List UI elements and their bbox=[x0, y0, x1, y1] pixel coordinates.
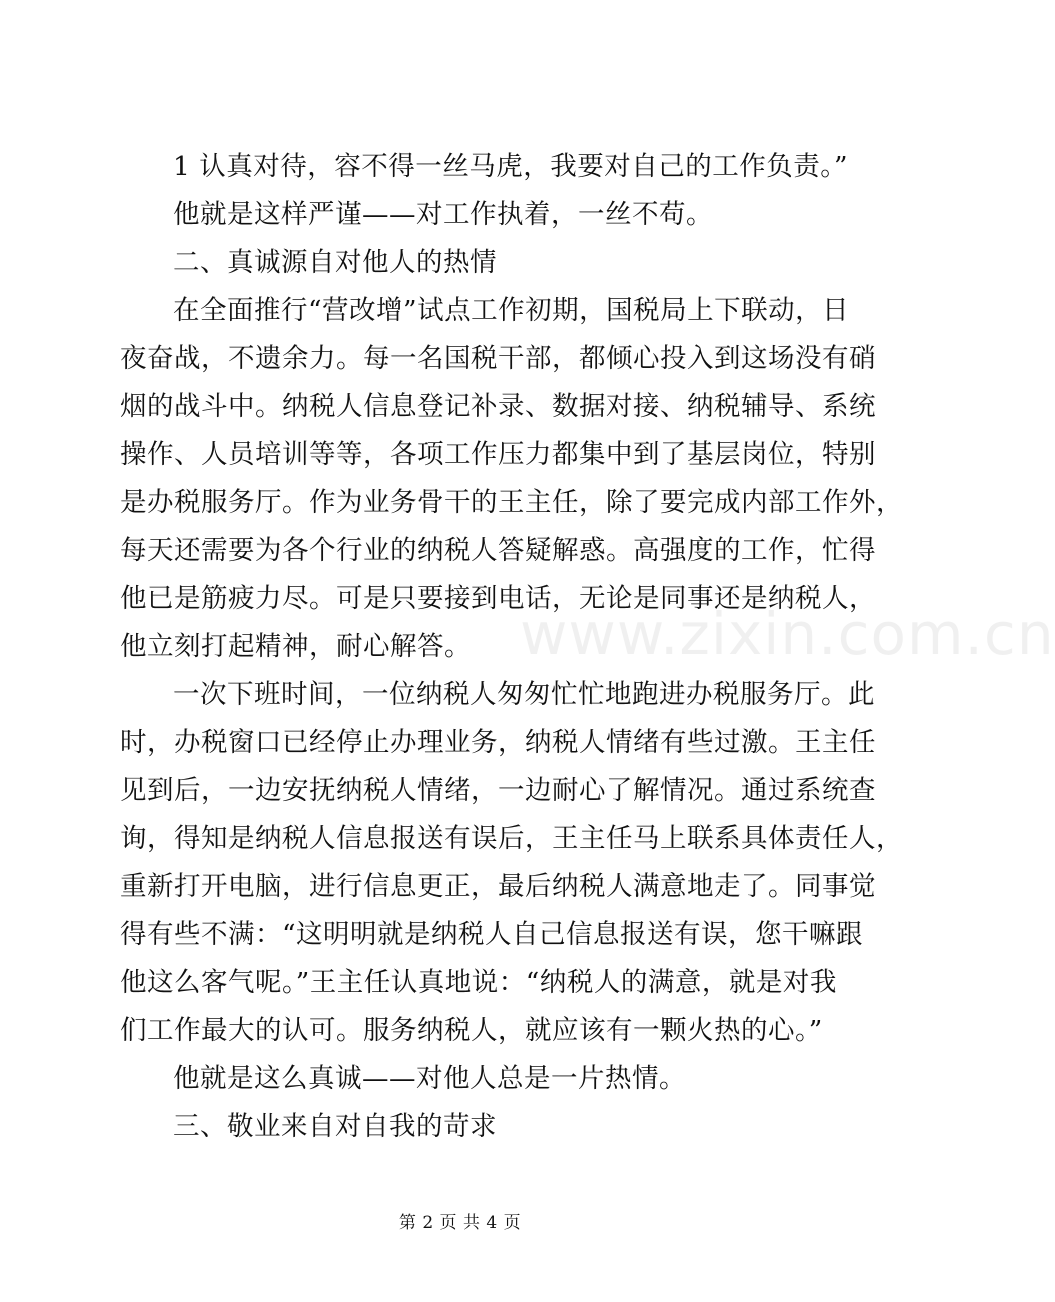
paragraph-line: 一次下班时间，一位纳税人匆匆忙忙地跑进办税服务厅。此 bbox=[173, 679, 875, 710]
paragraph-line: 是办税服务厅。作为业务骨干的王主任，除了要完成内部工作外， bbox=[120, 487, 903, 518]
paragraph-line: 他这么客气呢。”王主任认真地说：“纳税人的满意，就是对我 bbox=[120, 967, 837, 998]
paragraph-line: 他立刻打起精神，耐心解答。 bbox=[120, 631, 471, 662]
watermark: www.zixin.com.cn bbox=[520, 600, 1055, 668]
page-footer: 第 2 页 共 4 页 bbox=[398, 1213, 522, 1233]
section-heading: 二、真诚源自对他人的热情 bbox=[173, 247, 497, 278]
paragraph-line: 1 认真对待，容不得一丝马虎，我要对自己的工作负责。” bbox=[173, 151, 849, 182]
paragraph-line: 烟的战斗中。纳税人信息登记补录、数据对接、纳税辅导、系统 bbox=[120, 391, 876, 422]
paragraph-line: 们工作最大的认可。服务纳税人，就应该有一颗火热的心。” bbox=[120, 1015, 823, 1046]
paragraph-line: 见到后，一边安抚纳税人情绪，一边耐心了解情况。通过系统查 bbox=[120, 775, 876, 806]
paragraph-line: 他已是筋疲力尽。可是只要接到电话，无论是同事还是纳税人， bbox=[120, 583, 876, 614]
paragraph-line: 他就是这么真诚——对他人总是一片热情。 bbox=[173, 1063, 686, 1094]
paragraph-line: 每天还需要为各个行业的纳税人答疑解惑。高强度的工作，忙得 bbox=[120, 535, 876, 566]
paragraph-line: 得有些不满：“这明明就是纳税人自己信息报送有误，您干嘛跟 bbox=[120, 919, 864, 950]
body-text bbox=[120, 146, 903, 1148]
paragraph-line: 重新打开电脑，进行信息更正，最后纳税人满意地走了。同事觉 bbox=[120, 871, 876, 902]
paragraph-line: 在全面推行“营改增”试点工作初期，国税局上下联动，日 bbox=[173, 295, 850, 326]
paragraph-line: 他就是这样严谨——对工作执着，一丝不苟。 bbox=[173, 199, 713, 230]
paragraph-line: 询，得知是纳税人信息报送有误后，王主任马上联系具体责任人， bbox=[120, 823, 903, 854]
paragraph-line: 夜奋战，不遗余力。每一名国税干部，都倾心投入到这场没有硝 bbox=[120, 343, 876, 374]
paragraph-line: 时，办税窗口已经停止办理业务，纳税人情绪有些过激。王主任 bbox=[120, 727, 876, 758]
paragraph-line: 操作、人员培训等等，各项工作压力都集中到了基层岗位，特别 bbox=[120, 439, 876, 470]
section-heading: 三、敬业来自对自我的苛求 bbox=[173, 1111, 497, 1142]
